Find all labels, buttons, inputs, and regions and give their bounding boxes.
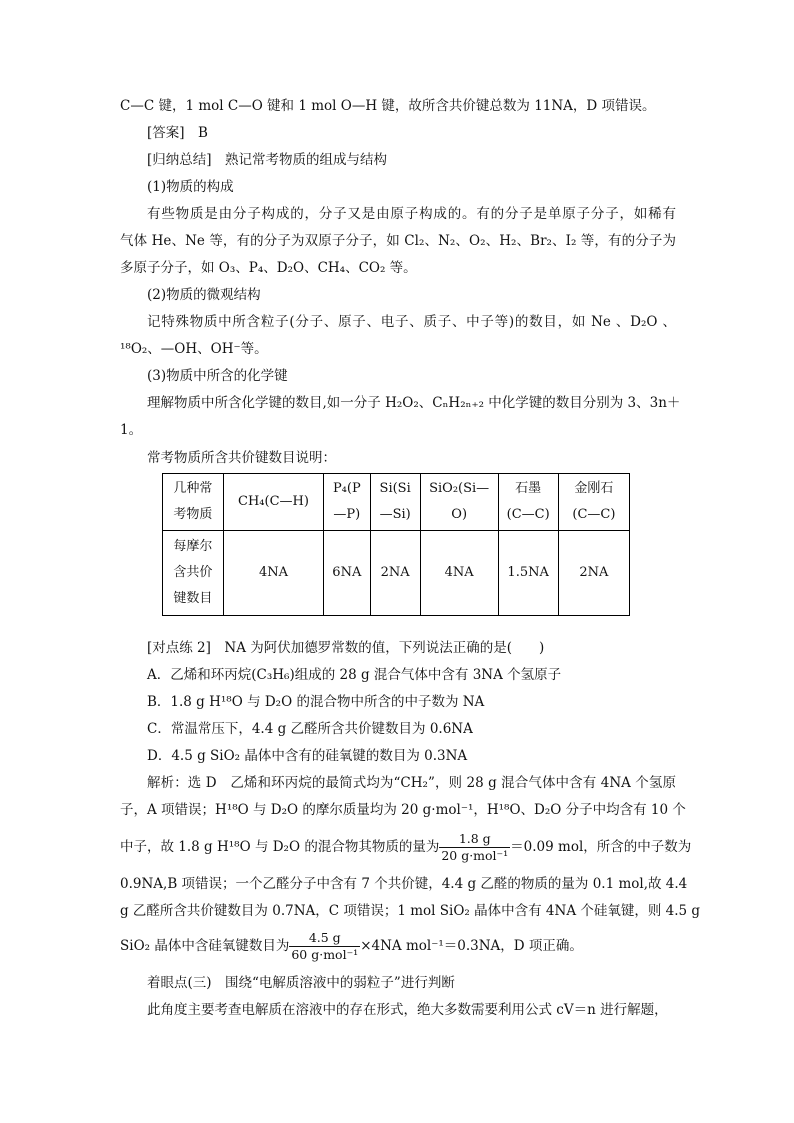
continued-line: C—C 键，1 mol C—O 键和 1 mol O—H 键，故所含共价键总数为 11NA，D 项错误。 (120, 98, 656, 114)
analysis-line3 (120, 829, 692, 865)
table-row (163, 531, 630, 616)
section3-line1: 理解物质中所含化学键的数目,如一分子 H₂O₂、CₙH₂ₙ₊₂ 中化学键的数目分别为 3、3n＋ (147, 395, 681, 411)
analysis-line5: g 乙醛所含共价键数目为 0.7NA，C 项错误；1 mol SiO₂ 晶体中含有 4NA 个硅氧键，则 4.5 g (120, 903, 701, 919)
analysis-line4: 0.9NA,B 项错误；一个乙醛分子中含有 7 个共价键，4.4 g 乙醛的物质的量为 0.1 mol,故 4.4 (120, 876, 688, 892)
analysis-text: ＝0.09 mol，所含的中子数为 (510, 839, 692, 855)
practice-stem: [对点练 2] NA 为阿伏加德罗常数的值，下列说法正确的是( ) (147, 640, 545, 656)
table-cell: 2NA (558, 531, 629, 616)
analysis-text: SiO₂ 晶体中含硅氧键数目为 (120, 938, 290, 954)
option-b: B．1.8 g H¹⁸O 与 D₂O 的混合物中所含的中子数为 NA (147, 694, 485, 710)
table-cell: 几种常 考物质 (163, 474, 224, 531)
table-cell: 2NA (370, 531, 420, 616)
option-d: D．4.5 g SiO₂ 晶体中含有的硅氧键的数目为 0.3NA (147, 748, 468, 764)
summary-title: [归纳总结] 熟记常考物质的组成与结构 (147, 152, 388, 168)
section2-line1: 记特殊物质中所含粒子(分子、原子、电子、质子、中子等)的数目，如 Ne 、D₂O 、 (147, 314, 676, 330)
section2-line2: ¹⁸O₂、—OH、OH⁻等。 (120, 341, 268, 357)
section3-line2: 1。 (120, 422, 143, 438)
table-cell: SiO₂(Si— O) (420, 474, 498, 531)
fraction-numerator: 4.5 g (289, 930, 360, 947)
table-cell: 4NA (223, 531, 323, 616)
fraction-numerator: 1.8 g (439, 831, 510, 848)
table-cell: 金刚石 (C—C) (558, 474, 629, 531)
table-cell: 每摩尔 含共价 键数目 (163, 531, 224, 616)
section1-title: (1)物质的构成 (147, 179, 234, 195)
section1-line1: 有些物质是由分子构成的，分子又是由原子构成的。有的分子是单原子分子，如稀有 (147, 206, 676, 222)
table-cell: CH₄(C—H) (223, 474, 323, 531)
answer-line: [答案] B (147, 125, 208, 141)
next-section-title: 着眼点(三) 围绕“电解质溶液中的弱粒子”进行判断 (147, 975, 455, 991)
table-cell: 石墨 (C—C) (498, 474, 558, 531)
section3-title: (3)物质中所含的化学键 (147, 368, 288, 384)
analysis-line6 (120, 928, 676, 964)
analysis-text: ×4NA mol⁻¹＝0.3NA，D 项正确。 (360, 938, 583, 954)
section2-title: (2)物质的微观结构 (147, 287, 261, 303)
fraction (439, 831, 510, 864)
table-intro: 常考物质所含共价键数目说明： (147, 450, 336, 466)
section1-line3: 多原子分子，如 O₃、P₄、D₂O、CH₄、CO₂ 等。 (120, 260, 417, 276)
table-header-row (163, 474, 630, 531)
next-section-line1: 此角度主要考查电解质在溶液中的存在形式，绝大多数需要利用公式 cV＝n 进行解题， (147, 1002, 668, 1018)
section1-line2: 气体 He、Ne 等，有的分子为双原子分子，如 Cl₂、N₂、O₂、H₂、Br₂、I₂ 等，有的分子为 (120, 233, 676, 249)
table-cell: 4NA (420, 531, 498, 616)
analysis-line2: 子，A 项错误；H¹⁸O 与 D₂O 的摩尔质量均为 20 g·mol⁻¹，H¹⁸O、D₂O 分子中均含有 10 个 (120, 802, 686, 818)
fraction (289, 930, 360, 963)
analysis-line1: 解析：选 D 乙烯和环丙烷的最简式均为“CH₂”，则 28 g 混合气体中含有 4NA 个氢原 (147, 775, 676, 791)
fraction-denominator: 60 g·mol⁻¹ (291, 946, 359, 962)
table-cell: 1.5NA (498, 531, 558, 616)
table-cell: P₄(P —P) (324, 474, 370, 531)
option-a: A．乙烯和环丙烷(C₃H₆)组成的 28 g 混合气体中含有 3NA 个氢原子 (147, 667, 562, 683)
option-c: C．常温常压下，4.4 g 乙醛所含共价键数目为 0.6NA (147, 721, 473, 737)
fraction-denominator: 20 g·mol⁻¹ (441, 847, 509, 863)
table-cell: 6NA (324, 531, 370, 616)
table-cell: Si(Si —Si) (370, 474, 420, 531)
analysis-text: 中子，故 1.8 g H¹⁸O 与 D₂O 的混合物其物质的量为 (120, 839, 440, 855)
bond-count-table (162, 473, 630, 616)
